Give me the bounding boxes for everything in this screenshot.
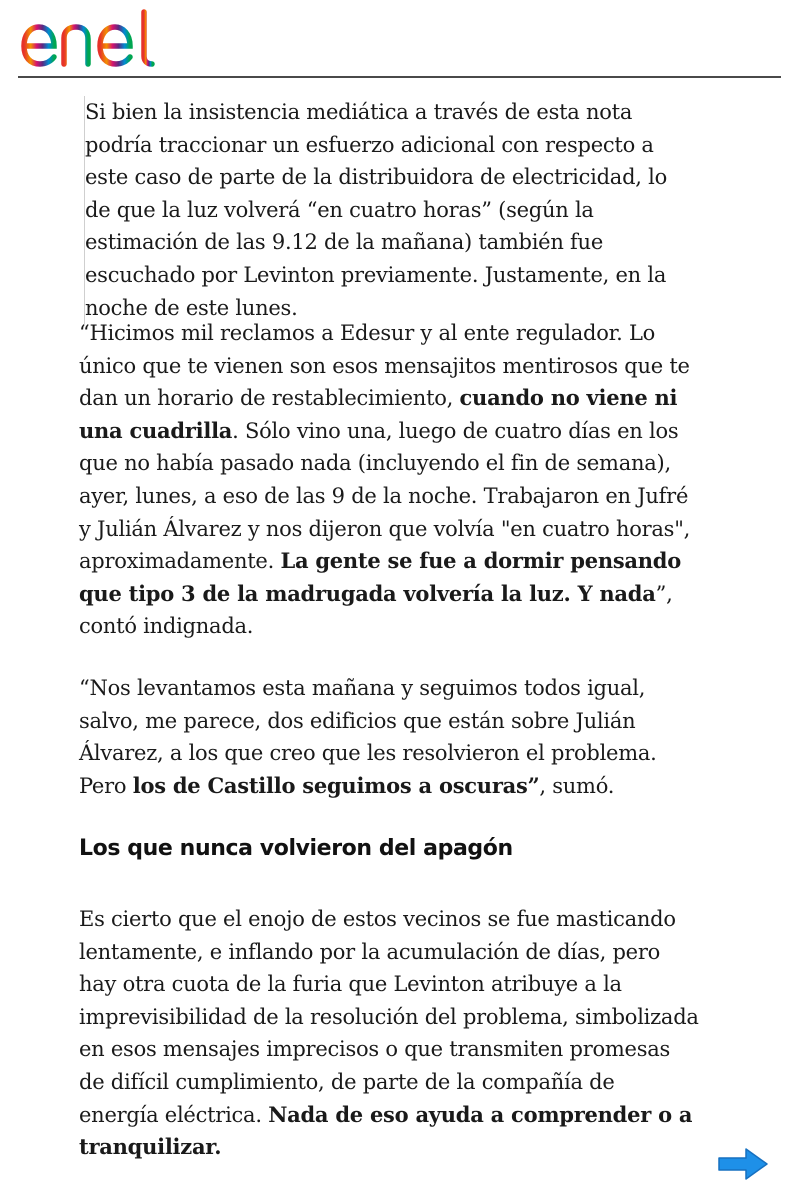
- paragraph-text: , sumó.: [539, 773, 615, 798]
- bold-text: Nada de eso ayuda a comprender o a tranquilizar.: [79, 1101, 693, 1160]
- article-paragraph-1: [84, 96, 695, 324]
- paragraph-text: ”, contó indignada.: [79, 581, 673, 639]
- article-paragraph-2: [79, 317, 699, 643]
- paragraph-text: “Hicimos mil reclamos a Edesur y al ente regulador. Lo único que te vienen son esos mensajitos mentirosos que te dan un horario de restablecimiento,: [79, 321, 690, 411]
- bold-text: los de Castillo seguimos a oscuras”: [132, 772, 540, 798]
- next-page-button[interactable]: [716, 1146, 770, 1182]
- paragraph-text: “Nos levantamos esta mañana y seguimos todos igual, salvo, me parece, dos edificios que están sobre Julián Álvarez, a los que creo que les resolvieron el problema. Pero: [79, 676, 657, 798]
- paragraph-text: . Sólo vino una, luego de cuatro días en los que no había pasado nada (incluyendo el fin de semana), ayer, lunes, a eso de las 9 de la noche. Trabajaron en Jufré y Julián Álvarez y nos dijeron que volvía "en cuatro horas", aproximadamente.: [79, 418, 691, 574]
- arrow-right-icon: [716, 1146, 770, 1182]
- paragraph-text: Es cierto que el enojo de estos vecinos se fue masticando lentamente, e inflando por la acumulación de días, pero hay otra cuota de la furia que Levinton atribuye a la imprevisibilidad de la resolución del problema, simbolizada en esos mensajes imprecisos o que transmiten promesas de difícil cumplimiento, de parte de la compañía de energía eléctrica.: [79, 907, 699, 1127]
- bold-text: cuando no viene ni una cuadrilla: [79, 385, 678, 443]
- enel-logo[interactable]: [18, 8, 178, 70]
- paragraph-text: Si bien la insistencia mediática a través de esta nota podría traccionar un esfuerzo adicional con respecto a este caso de parte de la distribuidora de electricidad, lo de que la luz volverá “en cuatro horas” (según la estimación de las 9.12 de la mañana) también fue escuchado por Levinton previamente. Justamente, en la noche de este lunes.: [85, 100, 667, 320]
- site-header: [18, 0, 781, 78]
- article-paragraph-3: [79, 672, 699, 802]
- bold-text: La gente se fue a dormir pensando que tipo 3 de la madrugada volvería la luz. Y nada: [79, 548, 681, 606]
- enel-logo-graphic: [18, 8, 178, 70]
- article-paragraph-4: [79, 903, 699, 1164]
- section-subheading: Los que nunca volvieron del apagón: [79, 836, 513, 861]
